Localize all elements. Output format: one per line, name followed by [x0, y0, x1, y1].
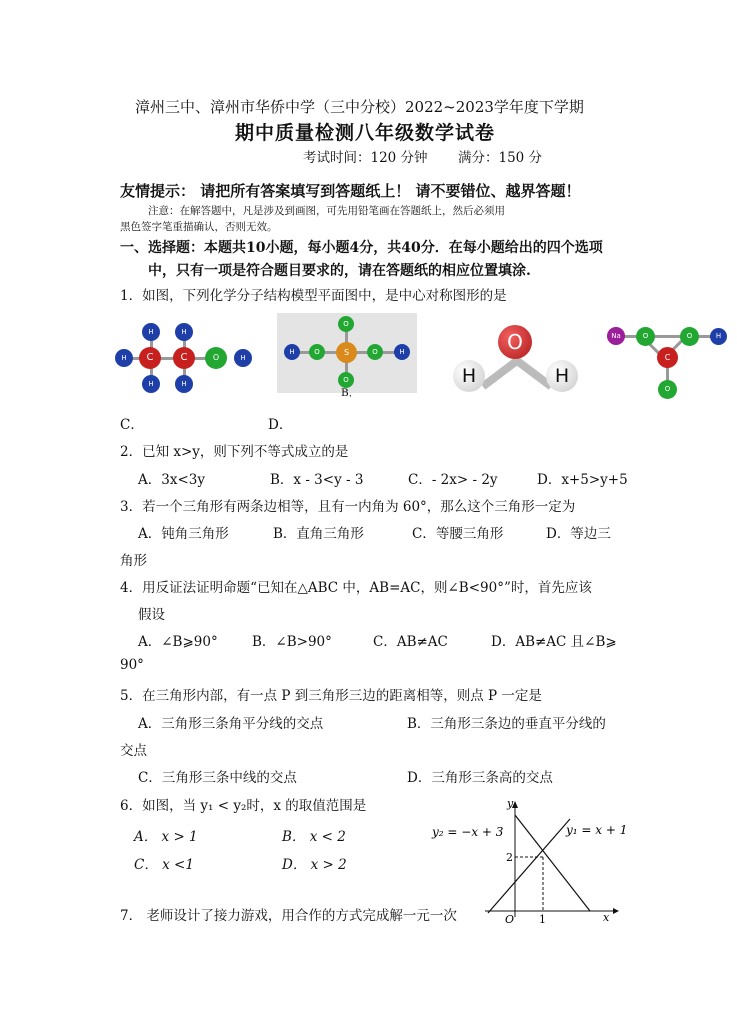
question-5-option-c: C．三角形三条中线的交点 [138, 770, 297, 786]
question-5-option-a: A．三角形三条角平分线的交点 [138, 716, 324, 732]
note-line-1: 注意：在解答题中，凡是涉及到画图，可先用铅笔画在答题纸上，然后必须用 [148, 205, 505, 217]
question-6-option-b: B． x < 2 [282, 829, 346, 845]
school-name: 漳州三中、漳州市华侨中学（三中分校）2022~2023学年度下学期 [135, 98, 584, 116]
question-2-option-d: D．x+5>y+5 [537, 472, 628, 488]
question-2-option-a: A．3x<3y [138, 472, 205, 488]
question-3-stem: 3．若一个三角形有两条边相等，且有一内角为 60°，那么这个三角形一定为 [120, 499, 576, 515]
hydrogen-atom: H [394, 344, 410, 360]
hydrogen-atom: H [142, 375, 160, 393]
paper-title: 期中质量检测八年级数学试卷 [235, 122, 496, 144]
hydrogen-atom: H [453, 360, 485, 392]
question-2-option-c: C．- 2x> - 2y [408, 472, 498, 488]
question-4-option-a: A．∠B⩾90° [138, 634, 218, 650]
friendly-tip: 友情提示： 请把所有答案填写到答题纸上！ 请不要错位、越界答题！ [120, 182, 581, 200]
question-4-option-d: D．AB≠AC 且∠B⩾ [491, 634, 617, 650]
oxygen-atom: O [658, 380, 677, 399]
question-3-option-a: A．钝角三角形 [138, 526, 229, 542]
question-6-option-a: A． x > 1 [134, 829, 198, 845]
molecule-a [112, 318, 262, 398]
x-axis-arrow [613, 908, 619, 914]
exam-time: 考试时间：120 分钟 [303, 150, 428, 166]
note-line-2: 黑色签字笔重描确认，否则无效。 [120, 221, 278, 233]
question-4-option-c: C．AB≠AC [373, 634, 448, 650]
y-tick-2: 2 [506, 851, 513, 864]
oxygen-atom: O [636, 327, 655, 346]
hydrogen-atom: H [710, 328, 727, 345]
question-5-option-b-continued: 交点 [120, 743, 147, 759]
question-4-stem-continued: 假设 [138, 607, 165, 623]
oxygen-atom: O [680, 327, 699, 346]
question-4-option-d-continued: 90° [120, 657, 144, 673]
hydrogen-atom: H [115, 349, 133, 367]
y1-label: y₁ = x + 1 [566, 823, 628, 837]
hydrogen-atom: H [234, 349, 252, 367]
hydrogen-atom: H [175, 323, 193, 341]
question-1-stem: 1．如图，下列化学分子结构模型平面图中，是中心对称图形的是 [120, 288, 507, 304]
question-6-option-c: C． x <1 [134, 857, 194, 873]
x-tick-1: 1 [539, 913, 546, 925]
carbon-atom: C [657, 347, 678, 368]
hydrogen-atom: H [175, 375, 193, 393]
question-4-option-b: B．∠B>90° [252, 634, 332, 650]
y2-label: y₂ = −x + 3 [432, 825, 504, 839]
oxygen-atom: O [498, 325, 532, 359]
question-3-option-d-continued: 角形 [120, 553, 147, 569]
carbon-atom: C [173, 347, 195, 369]
full-score: 满分：150 分 [458, 150, 543, 166]
oxygen-atom: O [338, 372, 354, 388]
y-axis-label: y [507, 797, 514, 810]
option-b-label: B． [341, 387, 360, 399]
molecule-c [448, 320, 588, 398]
hydrogen-atom: H [284, 344, 300, 360]
carbon-atom: C [139, 347, 161, 369]
hydrogen-atom: H [546, 360, 578, 392]
question-5-option-b: B．三角形三条边的垂直平分线的 [407, 716, 606, 732]
question-3-option-b: B．直角三角形 [273, 526, 364, 542]
molecule-b [277, 313, 417, 393]
hydrogen-atom: H [142, 323, 160, 341]
question-2-option-b: B．x - 3<y - 3 [270, 472, 364, 488]
question-5-stem: 5．在三角形内部，有一点 P 到三角形三边的距离相等，则点 P 一定是 [120, 688, 542, 704]
question-6-graph [430, 795, 630, 925]
question-7-stem: 7． 老师设计了接力游戏，用合作的方式完成解一元一次 [120, 908, 457, 924]
section-heading-line1: 一、选择题：本题共10小题，每小题4分，共40分．在每小题给出的四个选项 [120, 240, 603, 256]
question-4-stem: 4．用反证法证明命题“已知在△ABC 中，AB=AC，则∠B<90°”时，首先应该 [120, 580, 592, 596]
oxygen-atom: O [367, 344, 383, 360]
option-d-label: D． [268, 417, 293, 433]
option-c-label: C． [120, 417, 144, 433]
origin-label: O [505, 913, 515, 925]
question-2-stem: 2．已知 x>y，则下列不等式成立的是 [120, 444, 349, 460]
x-axis-label: x [603, 911, 610, 924]
oxygen-atom: O [309, 344, 325, 360]
question-6-stem: 6．如图，当 y₁ < y₂时，x 的取值范围是 [120, 798, 367, 814]
sodium-atom: Na [607, 327, 625, 345]
sulfur-atom: S [336, 342, 357, 363]
oxygen-atom: O [205, 347, 227, 369]
molecule-d [604, 320, 734, 402]
question-6-option-d: D． x > 2 [282, 857, 347, 873]
section-heading-line2: 中，只有一项是符合题目要求的，请在答题纸的相应位置填涂. [148, 263, 531, 279]
question-3-option-d: D．等边三 [546, 526, 611, 542]
question-3-option-c: C．等腰三角形 [412, 526, 504, 542]
question-5-option-d: D．三角形三条高的交点 [407, 770, 553, 786]
oxygen-atom: O [338, 316, 354, 332]
